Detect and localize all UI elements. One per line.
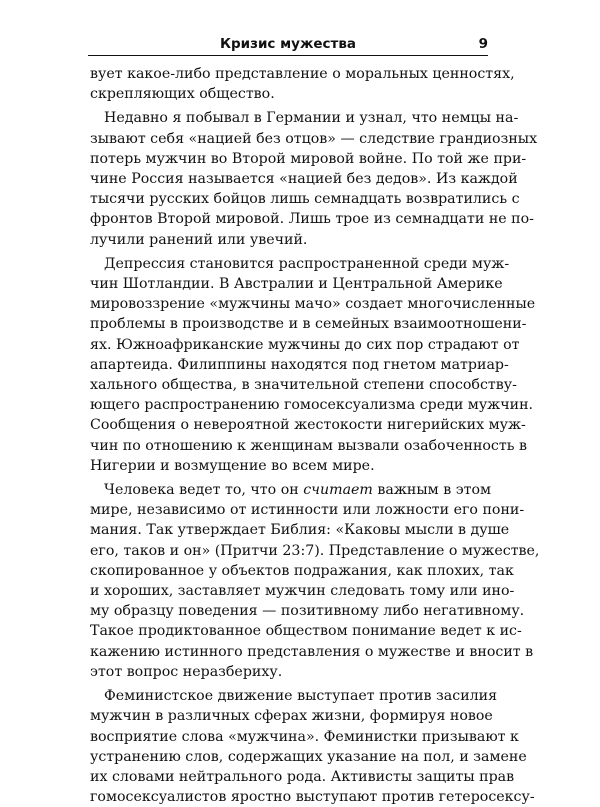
body-text: [90, 64, 540, 807]
text-line: Такое продиктованное обществом понимание ведет к ис-: [90, 623, 522, 640]
text-line: тысячи русских бойцов лишь семнадцать возвратились с: [90, 191, 520, 208]
text-line: мировоззрение «мужчины мачо» создает многочисленные: [90, 296, 536, 313]
text-line: Человека ведет то, что он считает важным в этом: [104, 482, 492, 499]
paragraph: [90, 64, 515, 104]
text-line: потерь мужчин во Второй мировой войне. По той же при-: [90, 150, 527, 167]
text-line: этот вопрос неразбериху.: [90, 663, 283, 680]
text-line: фронтов Второй мировой. Лишь трое из семнадцати не по-: [90, 211, 534, 228]
text-line: устранению слов, содержащих указание на пол, и замене: [90, 748, 527, 765]
paragraph: [90, 254, 536, 476]
paragraph: [90, 108, 538, 249]
text-line: хального общества, в значительной степени способству-: [90, 377, 517, 394]
text-line: гомосексуалистов яростно выступают против гетеросексу-: [90, 789, 535, 806]
text-line: и хороших, заставляет мужчин следовать тому или ино-: [90, 583, 515, 600]
text-line: мире, независимо от истинности или ложности его пони-: [90, 502, 525, 519]
text-line: Нигерии и возмущение во всем мире.: [90, 457, 375, 474]
text-line: чин по отношению к женщинам вызвали озабоченность в: [90, 437, 527, 454]
text-line: мужчин в различных сферах жизни, формируя новое: [90, 708, 493, 725]
text-line: ях. Южноафриканские мужчины до сих пор страдают от: [90, 336, 520, 353]
text-line: Депрессия становится распространенной среди муж-: [104, 255, 510, 272]
running-title: Кризис мужества: [219, 36, 357, 52]
text-line: вует какое-либо представление о моральных ценностях,: [90, 66, 515, 82]
text-line: Феминистское движение выступает против засилия: [104, 688, 498, 705]
text-line: скопированное у объектов подражания, как плохих, так: [90, 562, 514, 579]
text-line: Недавно я побывал в Германии и узнал, что немцы на-: [104, 110, 519, 127]
text-line: Сообщения о невероятной жестокости нигерийских муж-: [90, 417, 526, 434]
text-line: их словами нейтрального рода. Активисты защиты прав: [90, 768, 515, 785]
text-line: кажению истинного представления о мужестве и вносит в: [90, 643, 534, 660]
text-line: восприятие слова «мужчина». Феминистки призывают к: [90, 728, 519, 745]
text-line: чине Россия называется «нацией без дедов». Из каждой: [90, 171, 518, 188]
text-line: лучили ранений или увечий.: [90, 231, 308, 248]
text-line: чин Шотландии. В Австралии и Центральной Америке: [90, 276, 503, 293]
header-rule: [88, 55, 488, 56]
text-line: скрепляющих общество.: [90, 86, 275, 103]
page-header: [88, 36, 488, 52]
text-line: апартеида. Филиппины находятся под гнетом матриар-: [90, 356, 509, 373]
text-line: зывают себя «нацией без отцов» — следствие грандиозных: [90, 130, 538, 147]
page-number: 9: [478, 36, 488, 52]
text-line: мания. Так утверждает Библия: «Каковы мысли в душе: [90, 522, 510, 539]
text-line: му образцу поведения — позитивному либо негативному.: [90, 603, 525, 620]
paragraph: [90, 686, 535, 807]
text-line: ющего распространению гомосексуализма среди мужчин.: [90, 397, 534, 414]
text-line: проблемы в производстве и в семейных взаимоотношени-: [90, 316, 527, 333]
text-line: его, таков и он» (Притчи 23:7). Представление о мужестве,: [90, 542, 540, 559]
paragraph: [90, 480, 540, 682]
